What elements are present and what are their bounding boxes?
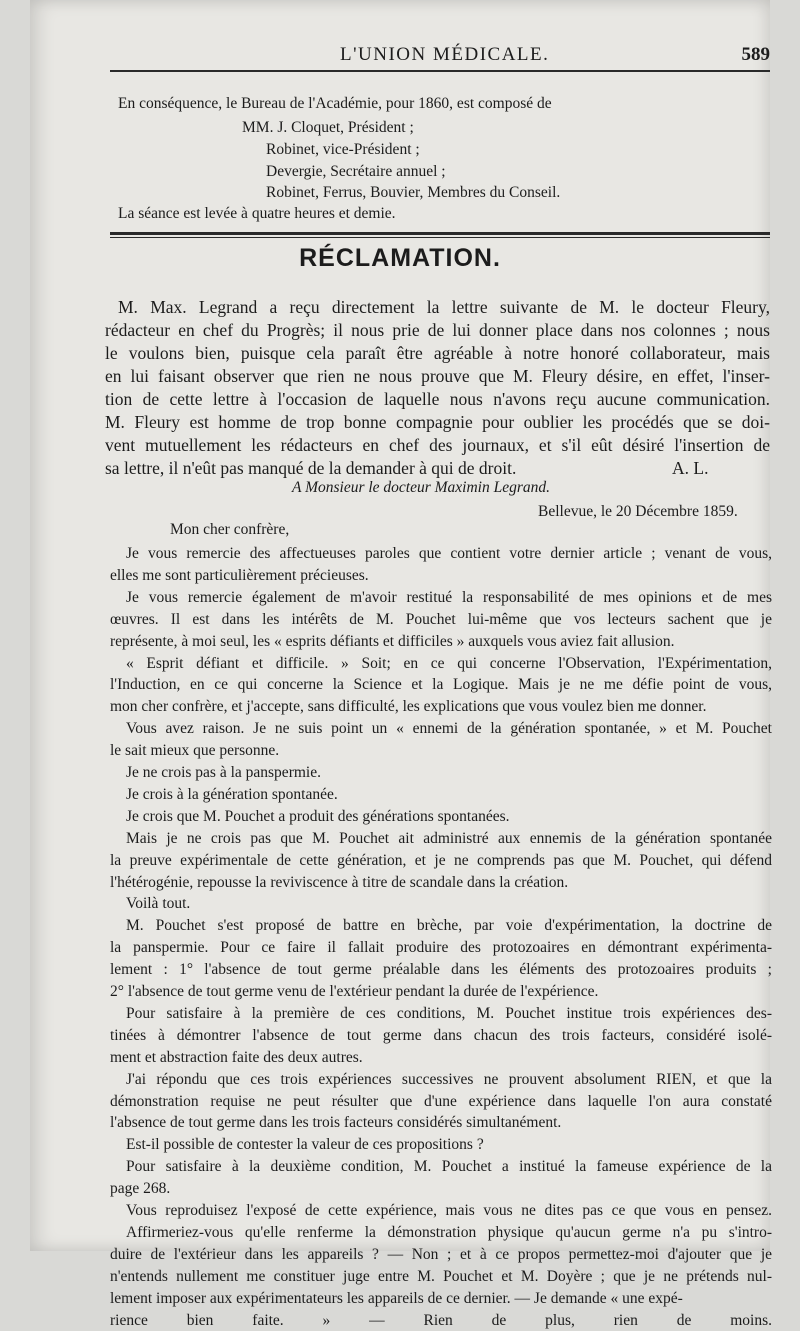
member-line: Devergie, Secrétaire annuel ;: [266, 163, 446, 180]
intro-line: M. Fleury est homme de trop bonne compagnie pour oublier les procédés que se doi-: [105, 412, 770, 432]
signature: A. L.: [672, 458, 709, 478]
letter-line: Je crois que M. Pouchet a produit des générations spontanées.: [126, 808, 510, 825]
intro-line: M. Max. Legrand a reçu directement la lettre suivante de M. le docteur Fleury,: [118, 297, 770, 317]
section-rule: [110, 237, 770, 238]
document-page: [30, 0, 772, 1329]
letter-line: Je vous remercie des affectueuses paroles que contient votre dernier article ; venant de vous,: [126, 545, 772, 562]
letter-line: rience bien faite. » — Rien de plus, rien de moins.: [110, 1312, 772, 1329]
letter-line: M. Pouchet s'est proposé de battre en brèche, par voie d'expérimentation, la doctrine de: [126, 917, 772, 934]
intro-line: sa lettre, il n'eût pas manqué de la demander à qui de droit.: [105, 458, 517, 478]
letter-line: Pour satisfaire à la deuxième condition, M. Pouchet a institué la fameuse expérience de la: [126, 1158, 772, 1175]
letter-line: lement imposer aux expérimentateurs les appareils de ce dernier. — Je demande « une expé-: [110, 1290, 683, 1307]
letter-line: la preuve expérimentale de cette génération, et je ne comprends pas que M. Pouchet, qui défend: [110, 852, 772, 869]
letter-salutation: Mon cher confrère,: [170, 521, 290, 538]
letter-line: elles me sont particulièrement précieuses.: [110, 567, 369, 584]
letter-line: mon cher confrère, et j'accepte, sans difficulté, les explications que vous voulez bien me donner.: [110, 698, 707, 715]
letter-line: représente, à moi seul, les « esprits défiants et difficiles » auxquels vous aviez fait allusion.: [110, 633, 675, 650]
letter-line: l'Induction, en ce qui concerne la Science et la Logique. Mais je ne me défie point de vous,: [110, 676, 772, 693]
letter-line: Affirmeriez-vous qu'elle renferme la démonstration physique qu'aucun germe n'a pu s'intro-: [126, 1224, 772, 1241]
letter-line: œuvres. Il est dans les intérêts de M. Pouchet lui-même que vos lecteurs sachent que je: [110, 611, 772, 628]
letter-line: duire de l'extérieur dans les appareils ? — Non ; et à ce propos permettez-moi d'ajouter que je: [110, 1246, 772, 1263]
letter-line: Vous avez raison. Je ne suis point un « ennemi de la génération spontanée, » et M. Pouchet: [126, 720, 772, 737]
letter-line: l'hétérogénie, repousse la reviviscence à titre de scandale dans la création.: [110, 874, 569, 891]
intro-line: en lui faisant observer que rien ne nous prouve que M. Fleury désire, en effet, l'inser-: [105, 366, 770, 386]
running-header: [110, 44, 770, 70]
letter-line: Je ne crois pas à la panspermie.: [126, 764, 321, 781]
letter-line: démonstration requise ne peut résulter que d'une expérience dans laquelle l'on aura constaté: [110, 1093, 772, 1110]
letter-line: Je vous remercie également de m'avoir restitué la responsabilité de mes opinions et de mes: [126, 589, 772, 606]
letter-line: Vous reproduisez l'exposé de cette expérience, mais vous ne dites pas ce que vous en pensez.: [126, 1202, 772, 1219]
intro-line: rédacteur en chef du Progrès; il nous prie de lui donner place dans nos colonnes ; nous: [105, 320, 770, 340]
letter-line: J'ai répondu que ces trois expériences successives ne prouvent absolument RIEN, et que la: [126, 1071, 772, 1088]
letter-line: page 268.: [110, 1180, 171, 1197]
letter-dateline: Bellevue, le 20 Décembre 1859.: [538, 503, 738, 520]
seance-closing: La séance est levée à quatre heures et demie.: [118, 205, 396, 222]
letter-line: ment et abstraction faite des deux autres.: [110, 1049, 363, 1066]
letter-line: n'entends nullement me constituer juge entre M. Pouchet et M. Doyère ; que je ne prétends nul-: [110, 1268, 772, 1285]
letter-line: Est-il possible de contester la valeur de ces propositions ?: [126, 1136, 484, 1153]
section-rule: [110, 232, 770, 235]
letter-line: l'absence de tout germe dans les trois facteurs considérés simultanément.: [110, 1114, 562, 1131]
letter-line: tinées à démontrer l'absence de tout germe dans chacun des trois facteurs, considéré isolé-: [110, 1027, 772, 1044]
letter-line: 2° l'absence de tout germe venu de l'extérieur pendant la durée de l'expérience.: [110, 983, 599, 1000]
intro-line: tion de cette lettre à l'occasion de laquelle nous n'avons reçu aucune communication.: [105, 389, 770, 409]
member-line: MM. J. Cloquet, Président ;: [242, 119, 414, 136]
header-rule: [110, 70, 770, 72]
journal-title: L'UNION MÉDICALE.: [340, 44, 550, 65]
intro-line: le voulons bien, puisque cela paraît être agréable à notre honoré collaborateur, mais: [105, 343, 770, 363]
letter-address: A Monsieur le docteur Maximin Legrand.: [292, 479, 551, 496]
section-title: RÉCLAMATION.: [299, 244, 501, 272]
letter-line: le sait mieux que personne.: [110, 742, 280, 759]
letter-line: Je crois à la génération spontanée.: [126, 786, 338, 803]
intro-line: vent mutuellement les rédacteurs en chef des journaux, et s'il eût désiré l'insertion de: [105, 435, 770, 455]
member-line: Robinet, vice-Président ;: [266, 141, 420, 158]
letter-line: lement : 1° l'absence de tout germe préalable dans les éléments des protozoaires produits ;: [110, 961, 772, 978]
page-number: 589: [741, 44, 770, 65]
letter-line: Pour satisfaire à la première de ces conditions, M. Pouchet institue trois expériences des-: [126, 1005, 772, 1022]
letter-line: « Esprit défiant et difficile. » Soit; en ce qui concerne l'Observation, l'Expérimentation,: [126, 655, 772, 672]
letter-line: Mais je ne crois pas que M. Pouchet ait administré aux ennemis de la génération spontanée: [126, 830, 772, 847]
seance-intro: En conséquence, le Bureau de l'Académie, pour 1860, est composé de: [118, 95, 552, 112]
letter-line: la panspermie. Pour ce faire il fallait produire des protozoaires en démontrant expérimenta-: [110, 939, 772, 956]
letter-line: Voilà tout.: [126, 895, 191, 912]
member-line: Robinet, Ferrus, Bouvier, Membres du Conseil.: [266, 184, 561, 201]
